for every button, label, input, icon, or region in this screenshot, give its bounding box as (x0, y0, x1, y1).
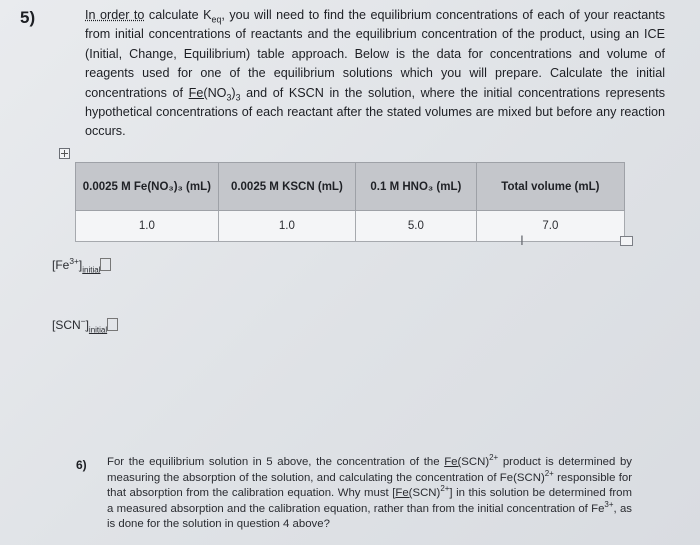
answer-box[interactable] (107, 318, 118, 331)
header-total-volume: Total volume (mL) (476, 163, 624, 211)
fe-scn-link[interactable]: Fe( (444, 456, 462, 468)
answer-box[interactable] (100, 258, 111, 271)
question-5-number: 5) (20, 8, 36, 27)
question-5-text: In order to calculate $K_{eq}$, you will need to find the equilibrium concentrations of each of your reactants from initial concentrations of reactants and the equilibrium concentration of the product, using an ICE (Initial, Change, Equilibrium) table approach. Below is the data for concentrations and volume of reagents used for one of the equilibrium solutions which you will prepare. Calculate the initial concentrations of $Fe(NO_3)_3$ and of KSCN in the solution, where the initial concentrations represents hypothetical concentrations of each reactant after the stated volumes are mixed but before any reaction occurs. (85, 8, 665, 139)
table-resize-handle[interactable] (620, 236, 633, 246)
text-cursor-icon: I (520, 232, 524, 248)
cell-total-volume[interactable]: 7.0 (476, 211, 624, 242)
table-row (76, 211, 625, 242)
table-move-icon[interactable] (59, 148, 70, 159)
cell-hno3[interactable]: 5.0 (355, 211, 476, 242)
header-hno3: 0.1 M HNO₃ (mL) (355, 163, 476, 211)
cell-kscn[interactable]: 1.0 (218, 211, 355, 242)
scn-initial-label: $[SCN^-]_{initial}$ (52, 318, 118, 332)
cell-fe-no3[interactable]: 1.0 (76, 211, 219, 242)
question-6-text: For the equilibrium solution in 5 above, the concentration of the Fe(SCN)$^{2+}$ product is determined by measuring the absorption of the solution, and calculating the concentration of Fe(SCN)$^{2+}$ responsible for that absorption from the calibration equation. Why must [Fe(SCN)$^{2+}$] in this solution be determined from a measured absorption and the calibration equation, rather than from the initial concentration of $Fe^{3+}$, as is done for the solution in question 4 above? (107, 453, 632, 531)
fe-scn-link-2[interactable]: Fe( (395, 487, 413, 500)
question-6-number: 6) (76, 458, 87, 472)
in-order-to-link[interactable]: In order to (85, 8, 145, 22)
reagent-table (75, 162, 625, 242)
header-fe-no3: 0.0025 M Fe(NO₃)₃ (mL) (76, 163, 219, 211)
fe-no3-link[interactable]: Fe( (188, 85, 208, 100)
table-header-row (76, 163, 625, 211)
fe-initial-label: $[Fe^{3+}]_{initial}$ (52, 258, 111, 272)
header-kscn: 0.0025 M KSCN (mL) (218, 163, 355, 211)
